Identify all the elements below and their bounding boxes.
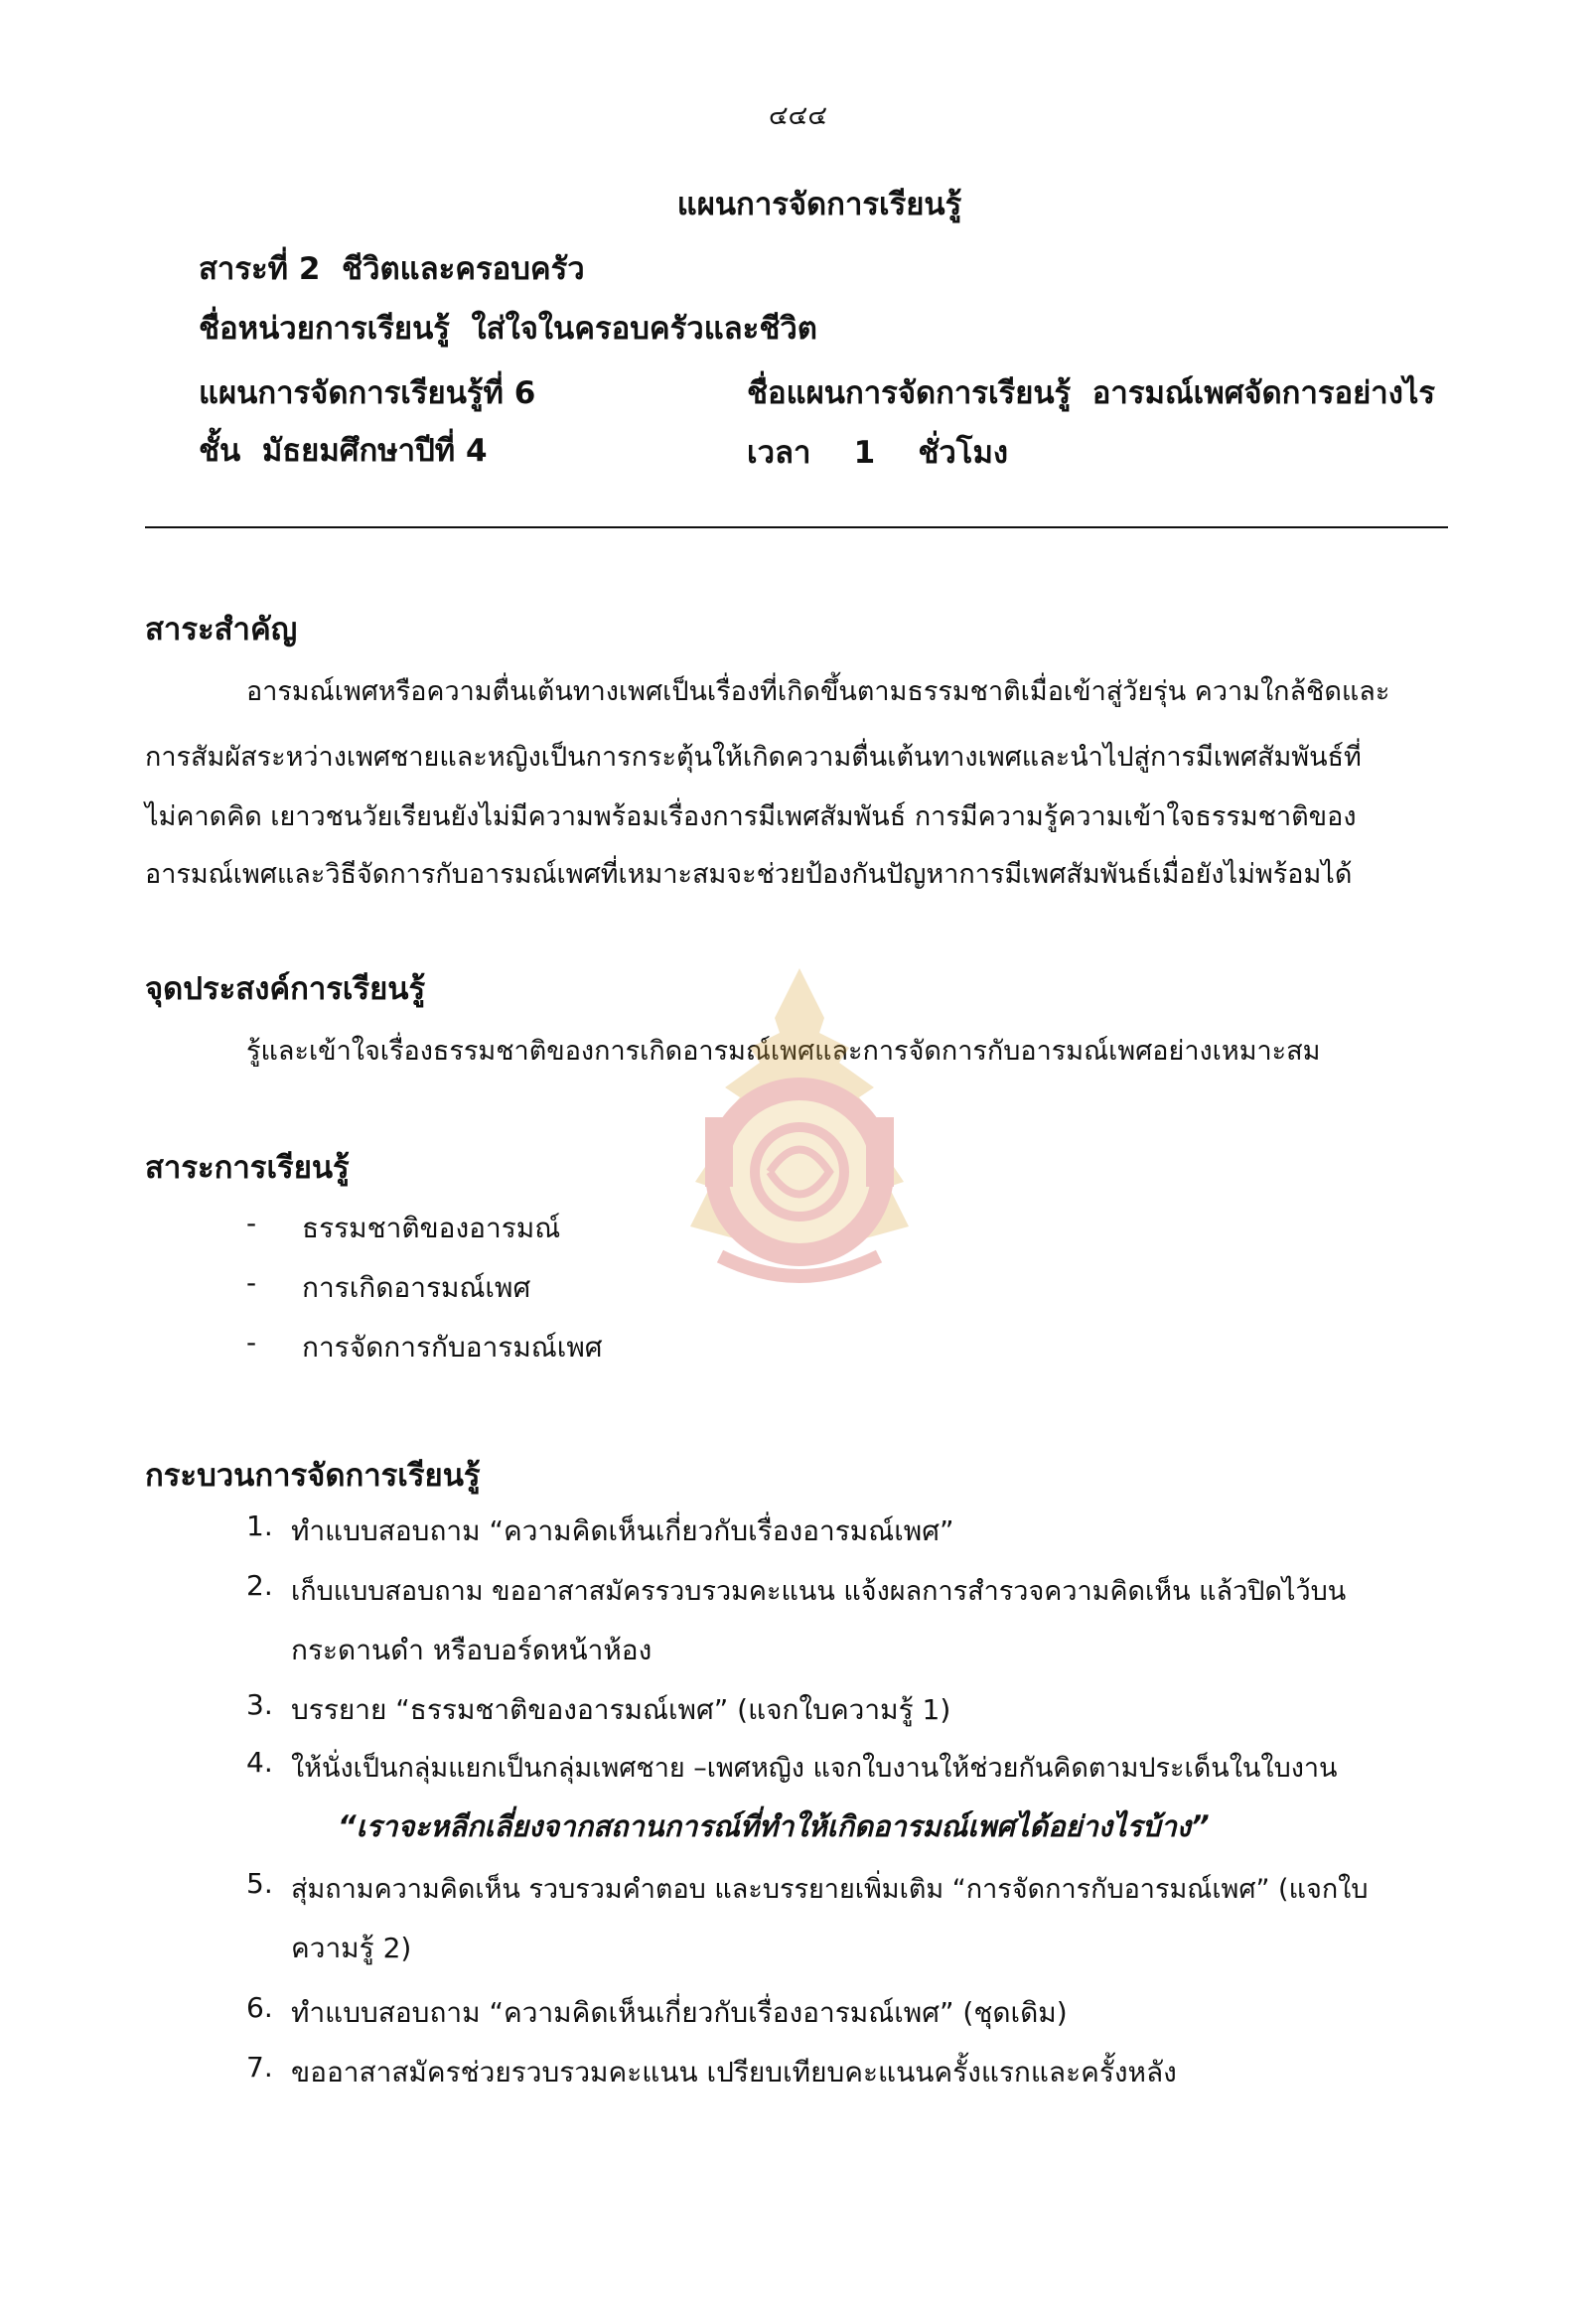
plan-name-line (747, 367, 1435, 417)
step-text: บรรยาย “ธรรมชาติของอารมณ์เพศ” (แจกใบความรู้ 1) (291, 1693, 951, 1726)
plan-name-value: อารมณ์เพศจัดการอย่างไร (1091, 375, 1436, 411)
content-item-text: การเกิดอารมณ์เพศ (302, 1271, 531, 1304)
content-item-text: การจัดการกับอารมณ์เพศ (302, 1331, 603, 1364)
time-unit: ชั่วโมง (918, 435, 1009, 471)
step-number: 3. (246, 1688, 273, 1721)
subject-line (199, 243, 585, 293)
step-number: 6. (246, 1991, 273, 2024)
time-value: 1 (853, 435, 876, 471)
step-number: 4. (246, 1746, 273, 1779)
grade-line (199, 425, 488, 475)
objective-heading: จุดประสงค์การเรียนรู้ (145, 971, 426, 1007)
step-text: สุ่มถามความคิดเห็น รวบรวมคำตอบ และบรรยายเพิ่มเติม “การจัดการกับอารมณ์เพศ” (แจกใบ (291, 1874, 1369, 1905)
step-number: 1. (246, 1510, 273, 1542)
unit-line (199, 303, 817, 353)
grade-value: มัธยมศึกษาปีที่ 4 (261, 433, 488, 469)
process-step-2-cont: กระดานดำ หรือบอร์ดหน้าห้อง (291, 1634, 653, 1666)
step-text: ทำแบบสอบถาม “ความคิดเห็นเกี่ยวกับเรื่องอารมณ์เพศ” (ชุดเดิม) (291, 1996, 1068, 2029)
step-number: 2. (246, 1569, 273, 1602)
plan-number: แผนการจัดการเรียนรู้ที่ 6 (199, 375, 536, 411)
process-step-4-quote: “เราจะหลีกเลี่ยงจากสถานการณ์ที่ทำให้เกิดอารมณ์เพศได้อย่างไรบ้าง” (338, 1809, 1210, 1843)
plan-name-label: ชื่อแผนการจัดการเรียนรู้ (747, 375, 1072, 411)
step-number: 5. (246, 1867, 273, 1900)
unit-label: ชื่อหน่วยการเรียนรู้ (199, 311, 450, 347)
bullet-dash: - (246, 1266, 257, 1299)
emblem-watermark (651, 958, 948, 1306)
step-text: เก็บแบบสอบถาม ขออาสาสมัครรวบรวมคะแนน แจ้งผลการสำรวจความคิดเห็น แล้วปิดไว้บน (291, 1576, 1347, 1607)
bullet-dash: - (246, 1207, 257, 1239)
content-heading: สาระการเรียนรู้ (145, 1150, 350, 1186)
unit-value: ใส่ใจในครอบครัวและชีวิต (471, 311, 817, 347)
essence-line-1: อารมณ์เพศหรือความตื่นเต้นทางเพศเป็นเรื่องที่เกิดขึ้นตามธรรมชาติเมื่อเข้าสู่วัยรุ่น ความใกล้ชิดและ (246, 676, 1390, 707)
essence-line-2: การสัมผัสระหว่างเพศชายและหญิงเป็นการกระตุ้นให้เกิดความตื่นเต้นทางเพศและนำไปสู่การมีเพศสัมพันธ์ที่ (145, 742, 1362, 773)
bullet-dash: - (246, 1326, 257, 1359)
step-text: ทำแบบสอบถาม “ความคิดเห็นเกี่ยวกับเรื่องอารมณ์เพศ” (291, 1514, 954, 1547)
header-divider (145, 526, 1448, 528)
step-number: 7. (246, 2051, 273, 2084)
essence-heading: สาระสำคัญ (145, 612, 298, 648)
step-text: ขออาสาสมัครช่วยรวบรวมคะแนน เปรียบเทียบคะแนนครั้งแรกและครั้งหลัง (291, 2056, 1177, 2088)
subject-label: สาระที่ 2 (199, 251, 321, 287)
process-step-5-cont: ความรู้ 2) (291, 1932, 412, 1964)
content-item-text: ธรรมชาติของอารมณ์ (302, 1212, 561, 1244)
objective-text: รู้และเข้าใจเรื่องธรรมชาติของการเกิดอารมณ์เพศและการจัดการกับอารมณ์เพศอย่างเหมาะสม (246, 1036, 1321, 1067)
page-number: ๔๔๔ (768, 101, 828, 131)
essence-line-3: ไม่คาดคิด เยาวชนวัยเรียนยังไม่มีความพร้อมเรื่องการมีเพศสัมพันธ์ การมีความรู้ความเข้าใจธรรมชาติของ (145, 801, 1357, 832)
process-heading: กระบวนการจัดการเรียนรู้ (145, 1458, 481, 1494)
time-label: เวลา (747, 435, 811, 471)
subject-value: ชีวิตและครอบครัว (342, 251, 585, 287)
time-line (747, 427, 1008, 477)
step-text: ให้นั่งเป็นกลุ่มแยกเป็นกลุ่มเพศชาย –เพศหญิง แจกใบงานให้ช่วยกันคิดตามประเด็นในใบงาน (291, 1753, 1338, 1784)
document-title: แผนการจัดการเรียนรู้ (676, 187, 962, 222)
essence-line-4: อารมณ์เพศและวิธีจัดการกับอารมณ์เพศที่เหมาะสมจะช่วยป้องกันปัญหาการมีเพศสัมพันธ์เมื่อยังไม่พร้อมได้ (145, 859, 1353, 890)
grade-label: ชั้น (199, 433, 241, 469)
